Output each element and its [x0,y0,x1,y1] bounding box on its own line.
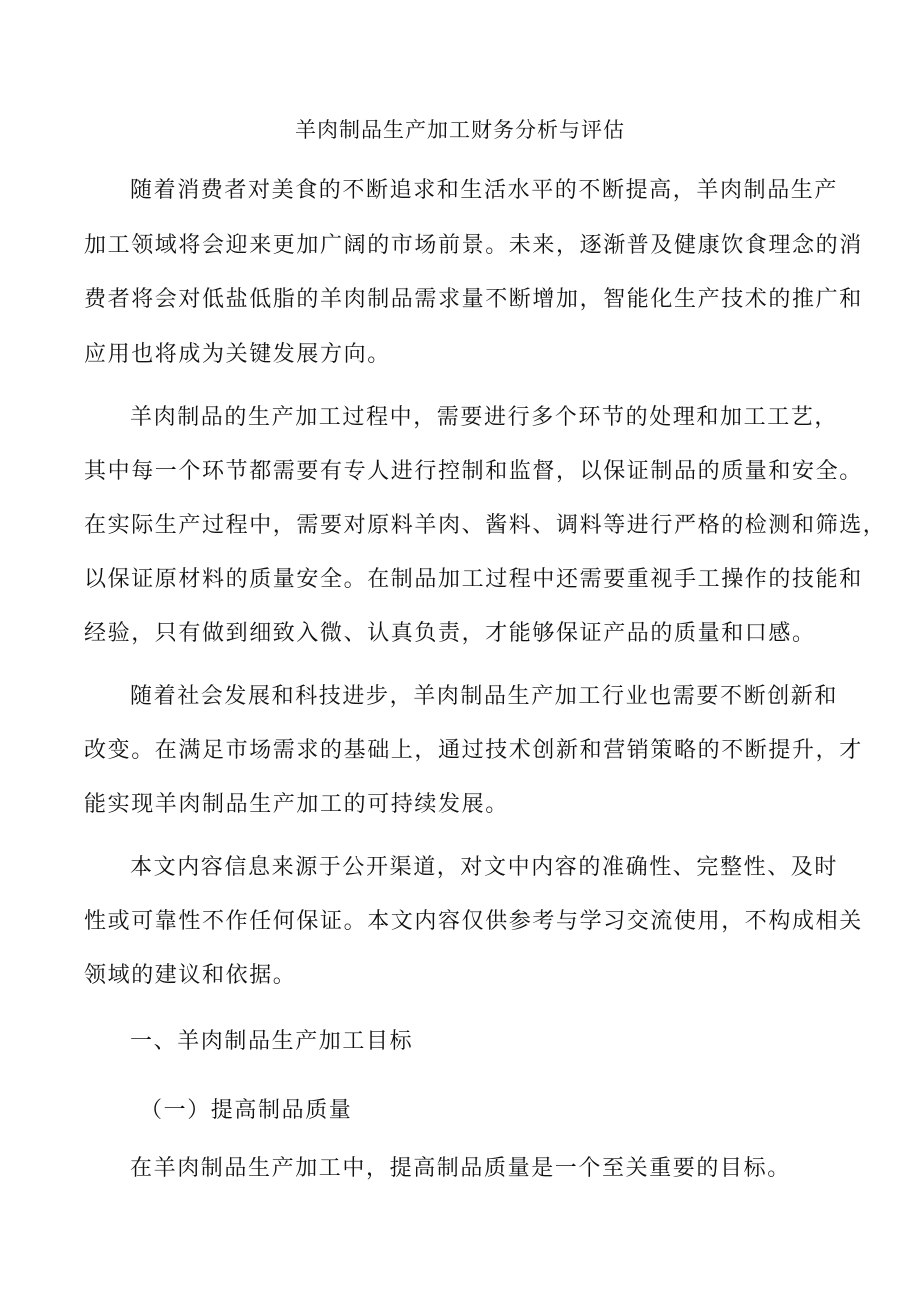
paragraph-2-line-2: 其中每一个环节都需要有专人进行控制和监督，以保证制品的质量和安全。 [84,459,863,484]
paragraph-1-line-4: 应用也将成为关键发展方向。 [84,342,391,367]
heading-level-2: （一）提高制品质量 [140,1098,353,1123]
paragraph-4-line-1: 本文内容信息来源于公开渠道，对文中内容的准确性、完整性、及时 [130,855,839,880]
paragraph-2-line-1: 羊肉制品的生产加工过程中，需要进行多个环节的处理和加工工艺， [130,405,839,430]
paragraph-3-line-1: 随着社会发展和科技进步，羊肉制品生产加工行业也需要不断创新和 [130,684,839,709]
final-paragraph-line: 在羊肉制品生产加工中，提高制品质量是一个至关重要的目标。 [130,1156,791,1181]
paragraph-3-line-2: 改变。在满足市场需求的基础上，通过技术创新和营销策略的不断提升，才 [84,738,863,763]
document-title: 羊肉制品生产加工财务分析与评估 [295,118,625,142]
paragraph-2-line-5: 经验，只有做到细致入微、认真负责，才能够保证产品的质量和口感。 [84,621,816,646]
paragraph-1-line-3: 费者将会对低盐低脂的羊肉制品需求量不断增加，智能化生产技术的推广和 [84,287,863,312]
heading-level-1: 一、羊肉制品生产加工目标 [130,1029,414,1054]
paragraph-4-line-3: 领域的建议和依据。 [84,963,297,988]
paragraph-2-line-3: 在实际生产过程中，需要对原料羊肉、酱料、调料等进行严格的检测和筛选， [84,513,887,538]
paragraph-3-line-3: 能实现羊肉制品生产加工的可持续发展。 [84,792,509,817]
paragraph-2-line-4: 以保证原材料的质量安全。在制品加工过程中还需要重视手工操作的技能和 [84,567,863,592]
paragraph-4-line-2: 性或可靠性不作任何保证。本文内容仅供参考与学习交流使用，不构成相关 [84,909,863,934]
paragraph-1-line-2: 加工领域将会迎来更加广阔的市场前景。未来，逐渐普及健康饮食理念的消 [84,233,863,258]
paragraph-1-line-1: 随着消费者对美食的不断追求和生活水平的不断提高，羊肉制品生产 [130,178,839,203]
